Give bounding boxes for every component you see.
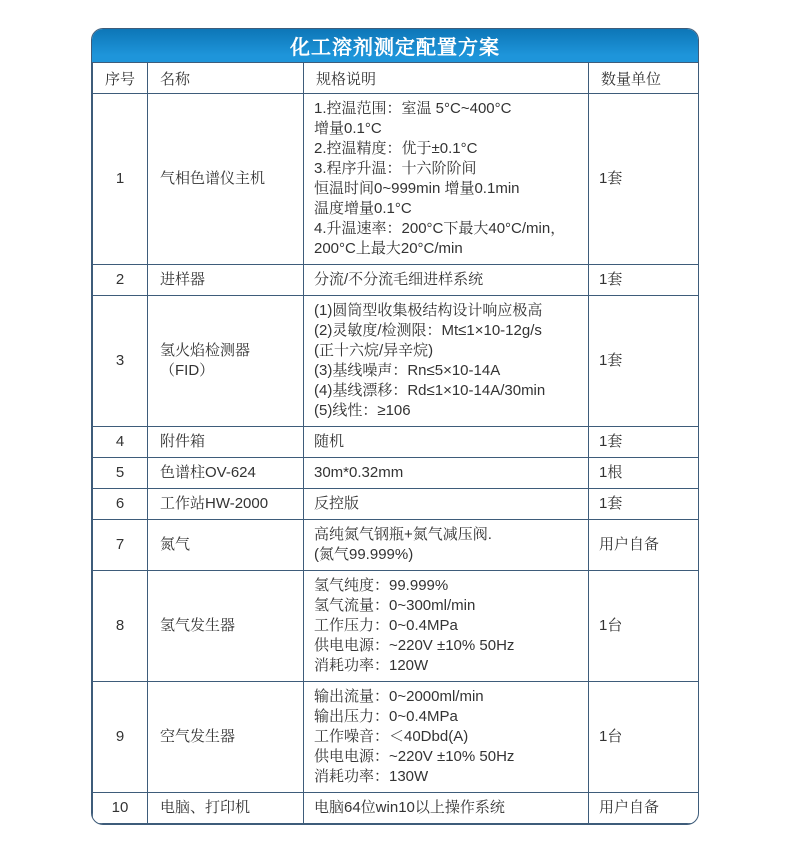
spec-line: 2.控温精度：优于±0.1°C: [314, 140, 478, 157]
cell-qty: 1套: [589, 265, 699, 296]
table-row: [93, 571, 699, 682]
spec-line: 随机: [314, 433, 345, 450]
table-row: [93, 793, 699, 824]
cell-spec: [304, 458, 589, 489]
config-table-panel: [91, 28, 699, 825]
spec-line: 输出压力：0~0.4MPa: [314, 708, 458, 725]
cell-qty: 1套: [589, 94, 699, 265]
cell-name: 进样器: [148, 265, 304, 296]
table-row: [93, 265, 699, 296]
cell-qty: 用户自备: [589, 520, 699, 571]
spec-line: 4.升温速率：200°C下最大40°C/min，: [314, 220, 566, 237]
spec-line: (2)灵敏度/检测限：Mt≤1×10-12g/s: [314, 322, 542, 339]
spec-line: 3.程序升温：十六阶阶间: [314, 160, 477, 177]
spec-line: (5)线性：≥106: [314, 402, 411, 419]
spec-line: (3)基线噪声：Rn≤5×10-14A: [314, 362, 501, 379]
cell-qty: 1套: [589, 296, 699, 427]
cell-spec: [304, 94, 589, 265]
col-header-spec: 规格说明: [304, 63, 589, 94]
cell-no: 8: [93, 571, 148, 682]
cell-spec: [304, 793, 589, 824]
cell-qty: 用户自备: [589, 793, 699, 824]
spec-line: 200°C上最大20°C/min: [314, 240, 463, 257]
col-header-no: 序号: [93, 63, 148, 94]
cell-no: 10: [93, 793, 148, 824]
cell-qty: 1台: [589, 682, 699, 793]
spec-line: 分流/不分流毛细进样系统: [314, 271, 484, 288]
cell-qty: 1台: [589, 571, 699, 682]
cell-name: 电脑、打印机: [148, 793, 304, 824]
cell-spec: [304, 682, 589, 793]
spec-line: 供电电源：~220V ±10% 50Hz: [314, 637, 515, 654]
spec-line: 氢气流量：0~300ml/min: [314, 597, 476, 614]
spec-line: 高纯氮气钢瓶+氮气减压阀.: [314, 526, 492, 543]
spec-line: (正十六烷/异辛烷): [314, 342, 434, 359]
cell-spec: [304, 520, 589, 571]
spec-line: 消耗功率：130W: [314, 768, 429, 785]
page: [0, 28, 790, 825]
cell-no: 4: [93, 427, 148, 458]
cell-spec: [304, 571, 589, 682]
spec-line: (1)圆筒型收集极结构设计响应极高: [314, 302, 543, 319]
cell-qty: 1套: [589, 427, 699, 458]
title-bar: [92, 29, 698, 62]
table-row: [93, 458, 699, 489]
spec-line: 恒温时间0~999min 增量0.1min: [314, 180, 520, 197]
cell-spec: [304, 265, 589, 296]
cell-no: 5: [93, 458, 148, 489]
spec-line: 增量0.1°C: [314, 120, 382, 137]
cell-spec: [304, 296, 589, 427]
page-title: 化工溶剂测定配置方案: [290, 37, 500, 59]
table-row: [93, 427, 699, 458]
table-row: [93, 296, 699, 427]
table-row: [93, 682, 699, 793]
spec-line: 输出流量：0~2000ml/min: [314, 688, 484, 705]
spec-line: 电脑64位win10以上操作系统: [314, 799, 505, 816]
cell-name: 氢火焰检测器（FID）: [148, 296, 304, 427]
spec-line: 1.控温范围：室温 5°C~400°C: [314, 100, 512, 117]
cell-spec: [304, 427, 589, 458]
spec-line: 供电电源：~220V ±10% 50Hz: [314, 748, 515, 765]
table-row: [93, 520, 699, 571]
cell-name: 附件箱: [148, 427, 304, 458]
cell-no: 3: [93, 296, 148, 427]
cell-no: 2: [93, 265, 148, 296]
spec-line: 氢气纯度：99.999%: [314, 577, 449, 594]
spec-table: [92, 62, 699, 824]
cell-no: 1: [93, 94, 148, 265]
spec-line: 反控版: [314, 495, 360, 512]
table-row: [93, 489, 699, 520]
cell-name: 工作站HW-2000: [148, 489, 304, 520]
cell-spec: [304, 489, 589, 520]
col-header-qty: 数量单位: [589, 63, 699, 94]
cell-no: 7: [93, 520, 148, 571]
cell-name: 空气发生器: [148, 682, 304, 793]
table-row: [93, 94, 699, 265]
spec-line: 工作压力：0~0.4MPa: [314, 617, 458, 634]
spec-line: 温度增量0.1°C: [314, 200, 412, 217]
cell-no: 6: [93, 489, 148, 520]
col-header-name: 名称: [148, 63, 304, 94]
spec-line: (4)基线漂移：Rd≤1×10-14A/30min: [314, 382, 546, 399]
spec-line: 工作噪音：＜40Dbd(A): [314, 728, 469, 745]
cell-name: 氮气: [148, 520, 304, 571]
cell-qty: 1根: [589, 458, 699, 489]
table-header-row: [93, 63, 699, 94]
cell-no: 9: [93, 682, 148, 793]
spec-line: 30m*0.32mm: [314, 464, 404, 481]
spec-line: (氮气99.999%): [314, 546, 414, 563]
cell-name: 色谱柱OV-624: [148, 458, 304, 489]
cell-name: 氢气发生器: [148, 571, 304, 682]
cell-name: 气相色谱仪主机: [148, 94, 304, 265]
cell-qty: 1套: [589, 489, 699, 520]
spec-line: 消耗功率：120W: [314, 657, 429, 674]
table-body: [93, 94, 699, 824]
